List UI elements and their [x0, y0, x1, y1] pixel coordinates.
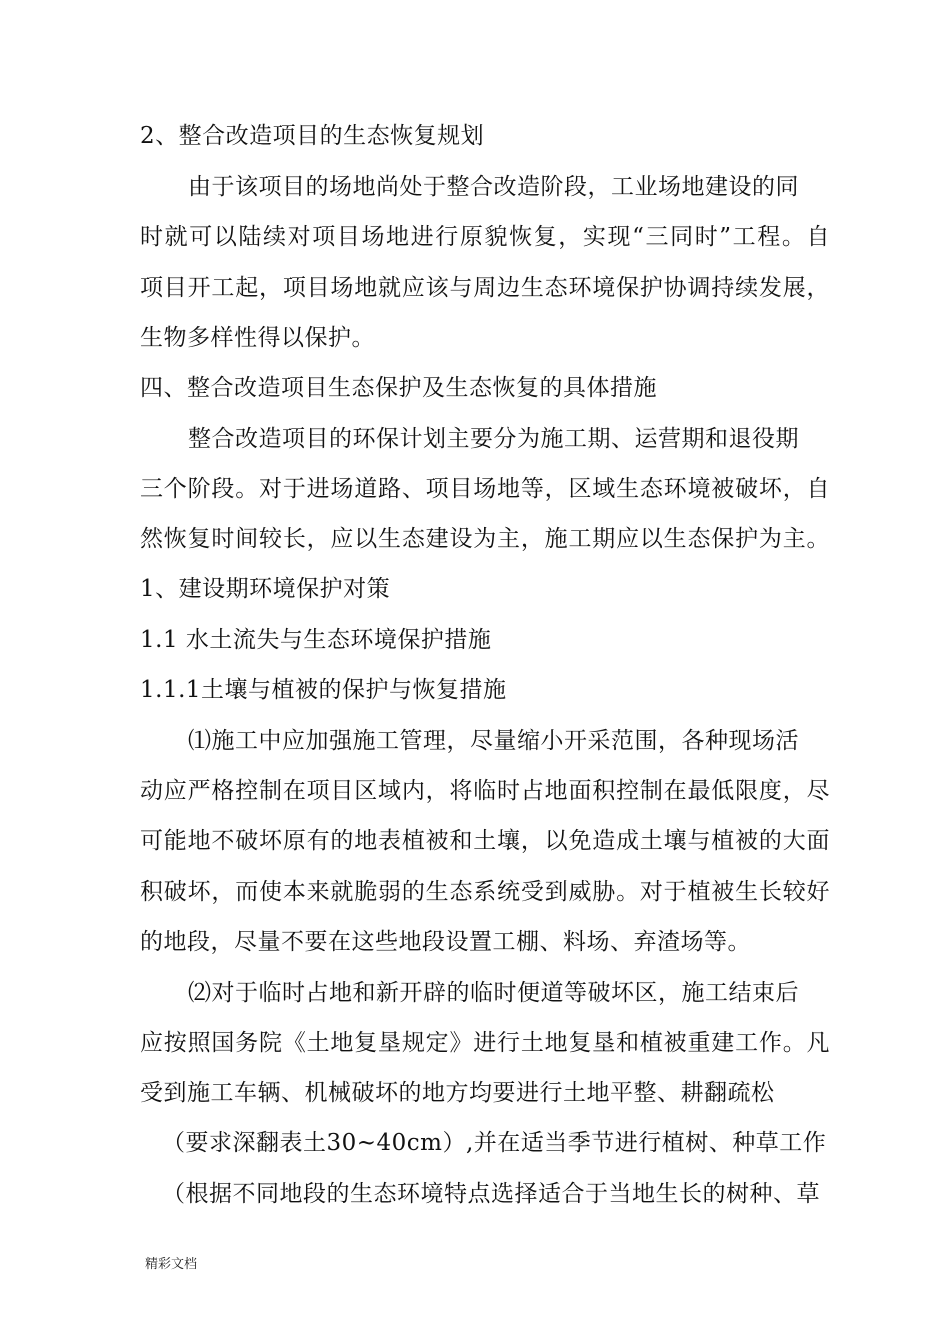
section-heading-4: 四、整合改造项目生态保护及生态恢复的具体措施	[140, 375, 657, 401]
paragraph-line: 由于该项目的场地尚处于整合改造阶段，工业场地建设的同	[188, 174, 799, 200]
paragraph-line: （根据不同地段的生态环境特点选择适合于当地生长的树种、草	[162, 1181, 820, 1207]
paragraph-line: 生物多样性得以保护。	[140, 325, 375, 351]
paragraph-line: 的地段，尽量不要在这些地段设置工棚、料场、弃渣场等。	[140, 929, 751, 955]
paragraph-line: 受到施工车辆、机械破坏的地方均要进行土地平整、耕翻疏松	[140, 1080, 775, 1106]
page-footer: 精彩文档	[145, 1257, 198, 1272]
section-heading-2: 2、整合改造项目的生态恢复规划	[140, 123, 485, 149]
paragraph-line: （要求深翻表土30~40cm）,并在适当季节进行植树、种草工作	[162, 1130, 827, 1156]
paragraph-line: 应按照国务院《土地复垦规定》进行土地复垦和植被重建工作。凡	[140, 1030, 830, 1056]
subsection-heading-1-1-1: 1.1.1土壤与植被的保护与恢复措施	[140, 677, 507, 703]
paragraph-line: ⑵对于临时占地和新开辟的临时便道等破坏区，施工结束后	[188, 980, 799, 1006]
paragraph-line: 项目开工起，项目场地就应该与周边生态环境保护协调持续发展，	[140, 275, 830, 301]
paragraph-line: 可能地不破坏原有的地表植被和土壤，以免造成土壤与植被的大面	[140, 828, 830, 854]
paragraph-line: 积破坏，而使本来就脆弱的生态系统受到威胁。对于植被生长较好	[140, 879, 830, 905]
subsection-heading-1-1: 1.1 水土流失与生态环境保护措施	[140, 627, 492, 653]
paragraph-line: 时就可以陆续对项目场地进行原貌恢复，实现“三同时”工程。自	[140, 224, 830, 250]
paragraph-line: 整合改造项目的环保计划主要分为施工期、运营期和退役期	[188, 426, 799, 452]
paragraph-line: ⑴施工中应加强施工管理，尽量缩小开采范围，各种现场活	[188, 728, 799, 754]
paragraph-line: 动应严格控制在项目区域内，将临时占地面积控制在最低限度，尽	[140, 778, 830, 804]
paragraph-line: 三个阶段。对于进场道路、项目场地等，区域生态环境被破坏，自	[140, 476, 830, 502]
paragraph-line: 然恢复时间较长，应以生态建设为主，施工期应以生态保护为主。	[140, 526, 830, 552]
subsection-heading-1: 1、建设期环境保护对策	[140, 576, 391, 602]
